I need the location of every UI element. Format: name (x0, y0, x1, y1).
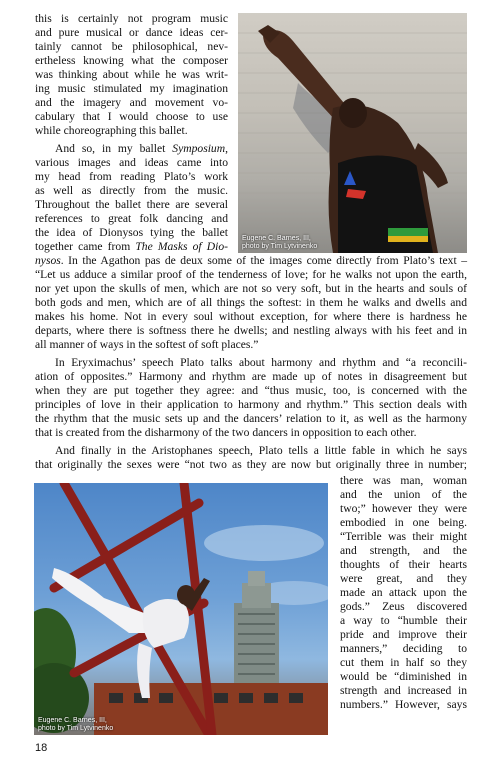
text-line: ing music stimulated my imagination (35, 82, 228, 95)
text-line: cut them in half so they (340, 656, 467, 669)
text-line: that is created from the disharmony of the two dancers in opposition to each other. (35, 426, 417, 439)
text-line: ertheless knowing what the composer (35, 54, 228, 67)
dancer-photo-1-art (238, 13, 467, 253)
text-line: various images and ideas came into (35, 156, 228, 169)
text-line: In Eryximachus’ speech Plato talks about harmony and rhythm and “a reconcili- (55, 356, 467, 369)
text-line: manners,” deciding to (340, 642, 467, 655)
text-line: together came from The Masks of Dio- (35, 240, 228, 253)
text-line: and the imagery and movement vo- (35, 96, 228, 109)
text-line: principles of love in their application to harmony and rhythm.” This section deals with (35, 398, 467, 411)
text-line: all manner of ways in the softest of soft places.” (35, 338, 259, 351)
text-line: departs, where there is softness there he dwells; and nestling always with his feet and in (35, 324, 467, 337)
page-number: 18 (35, 742, 48, 754)
text-line: pride and improve their (340, 628, 467, 641)
text-line: was thinking about while he was writ- (35, 68, 228, 81)
text-line: made an attack upon the (340, 586, 467, 599)
text-line: that originally the sexes were “not two as they are now but originally three in number; (35, 458, 467, 471)
text-line: there was man, woman (340, 474, 467, 487)
text-line: “Let us adduce a similar proof of the tenderness of love; for he walks not upon the earth, (35, 268, 467, 281)
text-line: “Terrible was their might (340, 530, 467, 543)
text-line: thoughts of their hearts (340, 558, 467, 571)
text-line: my head from reading Plato’s work (35, 170, 228, 183)
text-line: this is certainly not program music (35, 12, 228, 25)
text-line: would be “diminished in (340, 670, 467, 683)
dancer-photo-2 (34, 483, 328, 735)
text-line: gods.” Zeus discovered (340, 600, 467, 613)
text-line: while choreographing this ballet. (35, 124, 188, 137)
text-line: makes his home. Not in every soul without exception, for where there is hardness he (35, 310, 467, 323)
text-line: the idea of Dionysos tying the ballet (35, 226, 228, 239)
text-line: a way to “humble their (340, 614, 467, 627)
text-line: the rhythm that the music sets up and the dancers’ relation to it, as well as the harmony (35, 412, 467, 425)
text-line: when they are put together they agree: and “thus music, too, is concerned with the (35, 384, 467, 397)
text-line: both gods and men, which are of all things the softest: in them he walks and dwells and (35, 296, 467, 309)
text-line: Throughout the ballet there are several (35, 198, 228, 211)
text-line: nysos. In the Agathon pas de deux some of the images come directly from Plato’s text – (35, 254, 467, 267)
text-line: And finally in the Aristophanes speech, Plato tells a little fable in which he says (55, 444, 467, 457)
dancer-photo-1 (238, 13, 467, 253)
photo-credit: Eugene C. Barnes, III, photo by Tim Lytvinenko (38, 717, 114, 732)
text-line: cabulary that I would choose to use (35, 110, 228, 123)
text-line: numbers.” However, says (340, 698, 467, 711)
text-line: and the union of the (340, 488, 467, 501)
text-line: And so, in my ballet Symposium, (55, 142, 228, 155)
text-line: as well as directly from the music. (35, 184, 228, 197)
text-line: and pure musical or dance ideas cer- (35, 26, 228, 39)
text-line: references to great folk dancing and (35, 212, 228, 225)
text-line: two;” however they were (340, 502, 467, 515)
text-line: tainly cannot be philosophical, nev- (35, 40, 228, 53)
dancer-photo-2-art (34, 483, 328, 735)
text-line: strength and increased in (340, 684, 467, 697)
photo-credit: Eugene C. Barnes, III, photo by Tim Lytvinenko (242, 235, 318, 250)
text-line: were great, and they (340, 572, 467, 585)
text-line: ation of opposites.” Harmony and rhythm are made up of notes in disagreement but (35, 370, 467, 383)
text-line: nor yet upon the skulls of men, which are not so very soft, but in the hearts and souls of (35, 282, 467, 295)
text-line: embodied in one being. (340, 516, 467, 529)
text-line: and strength, and the (340, 544, 467, 557)
